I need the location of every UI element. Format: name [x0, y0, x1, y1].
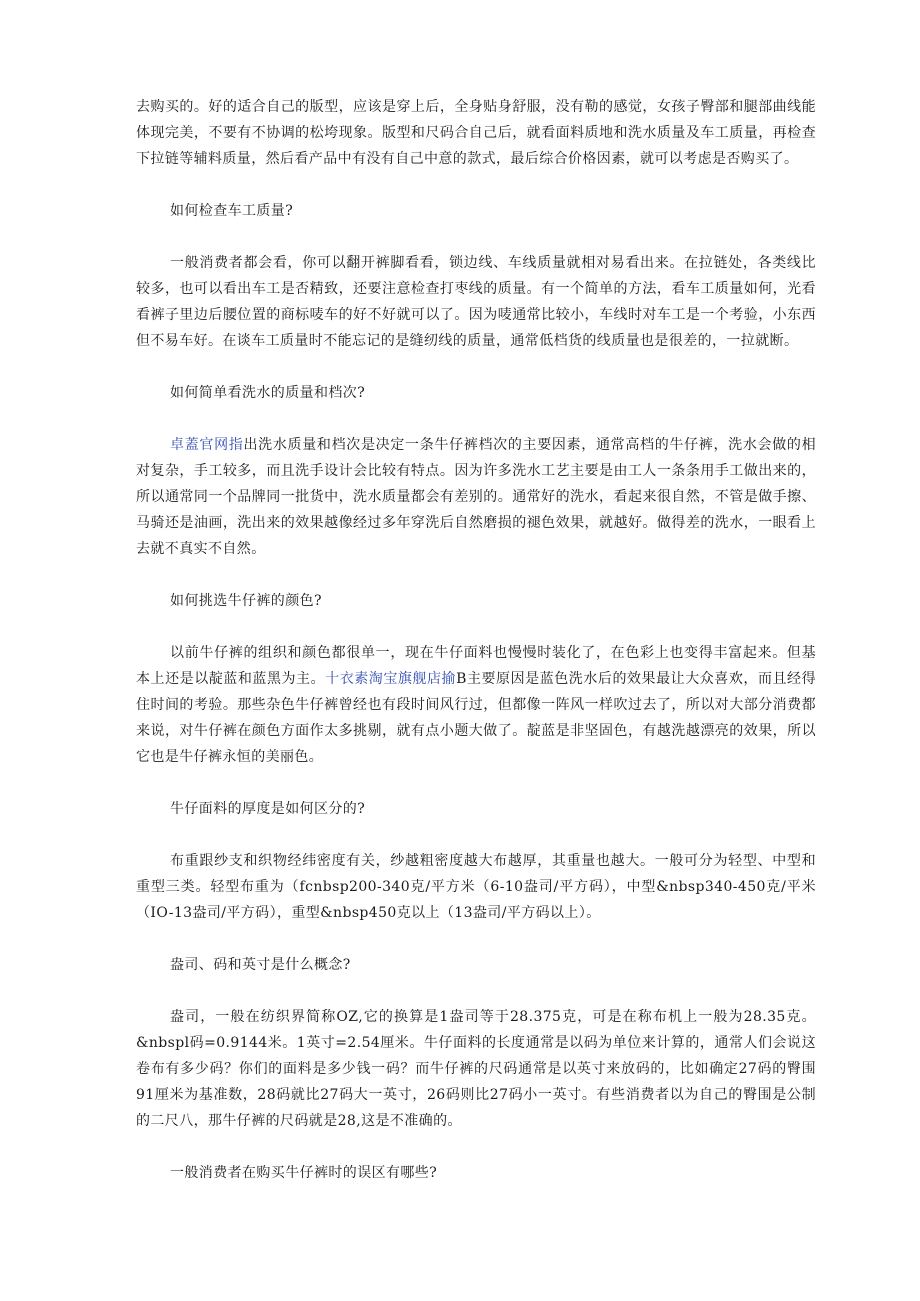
paragraph-thickness: [136, 848, 816, 926]
heading-text: 如何挑选牛仔裤的颜色?: [170, 593, 322, 609]
paragraph-units: [136, 1004, 816, 1134]
paragraph-text: 一般消费者都会看，你可以翻开裤脚看看，锁边线、车线质量就相对易看出来。在拉链处，各类线比较多，也可以看出车工是否精致，还要注意检查打枣线的质量。有一个简单的方法，看车工质量如何，光看看裤子里边后腰位置的商标唛车的好不好就可以了。因为唛通常比较小，车线时对车工是一个考验，小东西但不易车好。在谈车工质量时不能忘记的是缝纫线的质量，通常低档货的线质量也是很差的，一拉就断。: [136, 255, 816, 349]
heading-wash-quality: [136, 380, 816, 406]
paragraph-text: B主要原因是蓝色洗水后的效果最让大众喜欢，而且经得住时间的考验。那些杂色牛仔裤曾经也有段时间风行过，但都像一阵风一样吹过去了，所以对大部分消费都来说，对牛仔裤在颜色方面作太多挑剔，就有点小题大做了。靛蓝是非坚固色，有越洗越漂亮的效果，所以它也是牛仔裤永恒的美丽色。: [136, 671, 816, 765]
heading-text: 如何简单看洗水的质量和档次?: [170, 385, 366, 401]
heading-text: 牛仔面料的厚度是如何区分的?: [170, 801, 366, 817]
heading-color-choice: [136, 588, 816, 614]
paragraph-text: 出洗水质量和档次是决定一条牛仔裤档次的主要因素，通常高档的牛仔裤，洗水会做的相对复杂，手工较多，而且洗手设计会比较有特点。因为许多洗水工艺主要是由工人一条条用手工做出来的，所以通常同一个品牌同一批货中，洗水质量都会有差别的。通常好的洗水，看起来很自然，不管是做手擦、马骑还是油画，洗出来的效果越像经过多年穿洗后自然磨损的褪色效果，就越好。做得差的洗水，一眼看上去就不真实不自然。: [136, 437, 817, 557]
document-body: [136, 94, 816, 1212]
heading-text: 一般消费者在购买牛仔裤时的误区有哪些?: [170, 1165, 438, 1181]
paragraph-color: [136, 640, 816, 770]
heading-units: [136, 952, 816, 978]
paragraph-wash: [136, 432, 816, 562]
paragraph-stitching: [136, 250, 816, 354]
heading-text: 如何检查车工质量?: [170, 203, 294, 219]
paragraph-text: 去购买的。好的适合自己的版型，应该是穿上后，全身贴身舒服，没有勒的感觉，女孩子臀部和腿部曲线能体现完美，不要有不协调的松垮现象。版型和尺码合自己后，就看面料质地和洗水质量及车工质量，再检查下拉链等辅料质量，然后看产品中有没有自己中意的款式，最后综合价格因素，就可以考虑是否购买了。: [136, 99, 816, 167]
heading-misconceptions: [136, 1160, 816, 1186]
paragraph-text: 布重跟纱支和织物经纬密度有关，纱越粗密度越大布越厚，其重量也越大。一般可分为轻型、中型和重型三类。轻型布重为（fcnbsp200-340克/平方米（6-10盎司/平方码），中型&nbsp340-450克/平米（IO-13盎司/平方码），重型&nbsp450克以上（13盎司/平方码以上）。: [136, 853, 816, 921]
inline-link-store[interactable]: 十衣素淘宝旗舰店揄: [325, 671, 457, 687]
inline-link-zhuogai[interactable]: 卓蓋官网指: [170, 437, 244, 453]
heading-fabric-thickness: [136, 796, 816, 822]
heading-text: 盎司、码和英寸是什么概念?: [170, 957, 351, 973]
paragraph-text: 以前牛仔裤的组织和颜色都很单一，现在牛仔面料也慢慢时装化了，在色彩上也变得丰富起来。但基本上还是以靛蓝和蓝黑为主。: [136, 645, 816, 687]
paragraph-text: 盎司，一般在纺织界简称OZ,它的换算是1盎司等于28.375克，可是在称布机上一般为28.35克。&nbspl码=0.9144米。1英寸=2.54厘米。牛仔面料的长度通常是以码为单位来计算的，通常人们会说这卷布有多少码？你们的面料是多少钱一码？而牛仔裤的尺码通常是以英寸来放码的，比如确定27码的臀围91厘米为基准数，28码就比27码大一英寸，26码则比27码小一英寸。有些消费者以为自己的臀围是公制的二尺八，那牛仔裤的尺码就是28,这是不准确的。: [136, 1009, 816, 1129]
paragraph-fit-advice: [136, 94, 816, 172]
heading-stitching-quality: [136, 198, 816, 224]
